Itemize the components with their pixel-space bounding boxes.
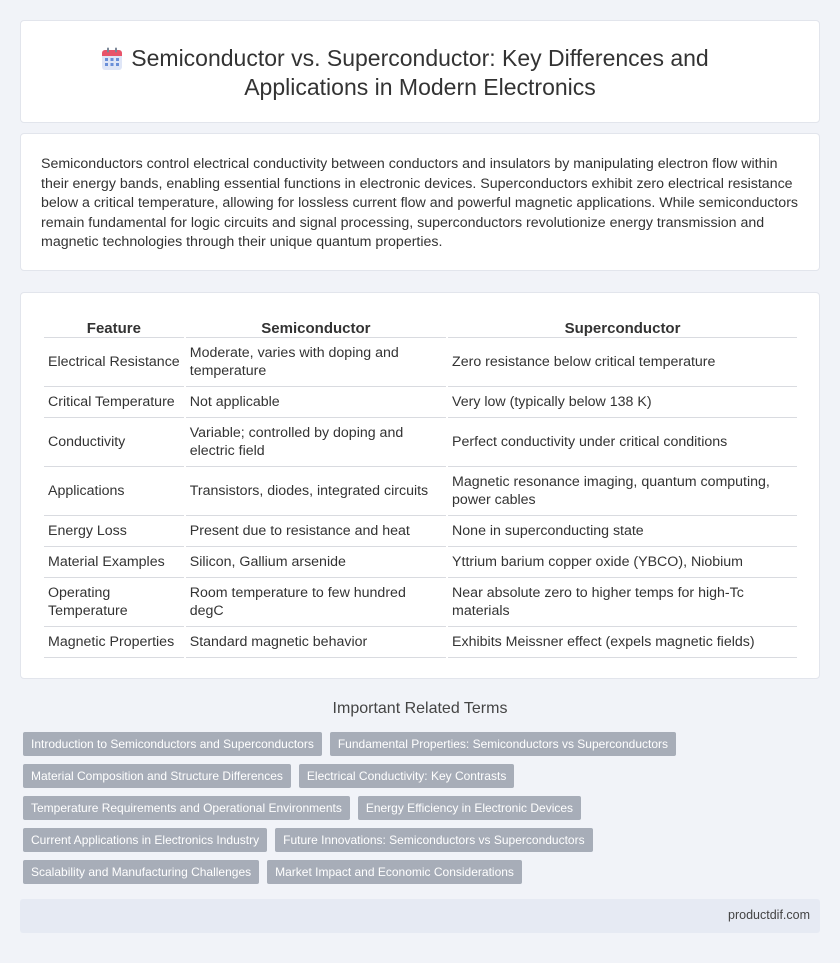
table-cell: Standard magnetic behavior xyxy=(186,627,446,658)
table-row xyxy=(44,387,797,418)
table-cell: Yttrium barium copper oxide (YBCO), Niobium xyxy=(448,547,797,578)
table-cell: Room temperature to few hundred degC xyxy=(186,578,446,627)
header-feature: Feature xyxy=(44,316,184,338)
table-cell: Transistors, diodes, integrated circuits xyxy=(186,467,446,516)
table-cell: Critical Temperature xyxy=(44,387,184,418)
footer xyxy=(20,899,820,933)
related-term-tag[interactable]: Future Innovations: Semiconductors vs Superconductors xyxy=(275,828,593,852)
table-cell: Exhibits Meissner effect (expels magnetic fields) xyxy=(448,627,797,658)
table-cell: Magnetic resonance imaging, quantum computing, power cables xyxy=(448,467,797,516)
related-term-tag[interactable]: Fundamental Properties: Semiconductors vs Superconductors xyxy=(330,732,676,756)
header-superconductor: Superconductor xyxy=(448,316,797,338)
table-cell: Not applicable xyxy=(186,387,446,418)
related-term-tag[interactable]: Scalability and Manufacturing Challenges xyxy=(23,860,259,884)
header-semiconductor: Semiconductor xyxy=(186,316,446,338)
related-term-tag[interactable]: Electrical Conductivity: Key Contrasts xyxy=(299,764,514,788)
related-term-tag[interactable]: Energy Efficiency in Electronic Devices xyxy=(358,796,581,820)
table-cell: Magnetic Properties xyxy=(44,627,184,658)
table-cell: Near absolute zero to higher temps for high-Tc materials xyxy=(448,578,797,627)
table-row xyxy=(44,547,797,578)
table-cell: Variable; controlled by doping and electric field xyxy=(186,418,446,467)
table-cell: Conductivity xyxy=(44,418,184,467)
related-term-tag[interactable]: Temperature Requirements and Operational Environments xyxy=(23,796,350,820)
page-title: Semiconductor vs. Superconductor: Key Differences and Applications in Modern Electronics xyxy=(131,45,709,100)
comparison-table-card xyxy=(20,292,820,679)
intro-card xyxy=(20,133,820,271)
table-cell: Operating Temperature xyxy=(44,578,184,627)
footer-site-link[interactable]: productdif.com xyxy=(728,908,810,922)
intro-paragraph: Semiconductors control electrical conductivity between conductors and insulators by manipulating electron flow within their energy bands, enabling essential functions in electronic devices. Superconductors exhibit zero electrical resistance below a critical temperature, allowing for lossless current flow and powerful magnetic applications. While semiconductors remain fundamental for logic circuits and signal processing, superconductors revolutionize energy transmission and magnetic technologies through their unique quantum properties. xyxy=(41,156,799,251)
table-cell: Moderate, varies with doping and temperature xyxy=(186,338,446,387)
table-cell: Perfect conductivity under critical conditions xyxy=(448,418,797,467)
related-terms-list xyxy=(23,732,803,892)
table-cell: Silicon, Gallium arsenide xyxy=(186,547,446,578)
table-cell: Applications xyxy=(44,467,184,516)
table-row xyxy=(44,467,797,516)
table-cell: Electrical Resistance xyxy=(44,338,184,387)
related-term-tag[interactable]: Market Impact and Economic Considerations xyxy=(267,860,522,884)
table-cell: Energy Loss xyxy=(44,516,184,547)
table-cell: Material Examples xyxy=(44,547,184,578)
table-cell: Zero resistance below critical temperature xyxy=(448,338,797,387)
related-terms-title: Important Related Terms xyxy=(332,700,508,717)
related-term-tag[interactable]: Current Applications in Electronics Industry xyxy=(23,828,267,852)
related-term-tag[interactable]: Introduction to Semiconductors and Superconductors xyxy=(23,732,322,756)
table-row xyxy=(44,418,797,467)
header-card xyxy=(20,20,820,123)
table-row xyxy=(44,338,797,387)
table-header-row xyxy=(44,316,797,338)
comparison-table xyxy=(42,316,799,658)
table-cell: Very low (typically below 138 K) xyxy=(448,387,797,418)
table-cell: None in superconducting state xyxy=(448,516,797,547)
table-row xyxy=(44,516,797,547)
table-row xyxy=(44,627,797,658)
related-term-tag[interactable]: Material Composition and Structure Differences xyxy=(23,764,291,788)
table-cell: Present due to resistance and heat xyxy=(186,516,446,547)
table-row xyxy=(44,578,797,627)
